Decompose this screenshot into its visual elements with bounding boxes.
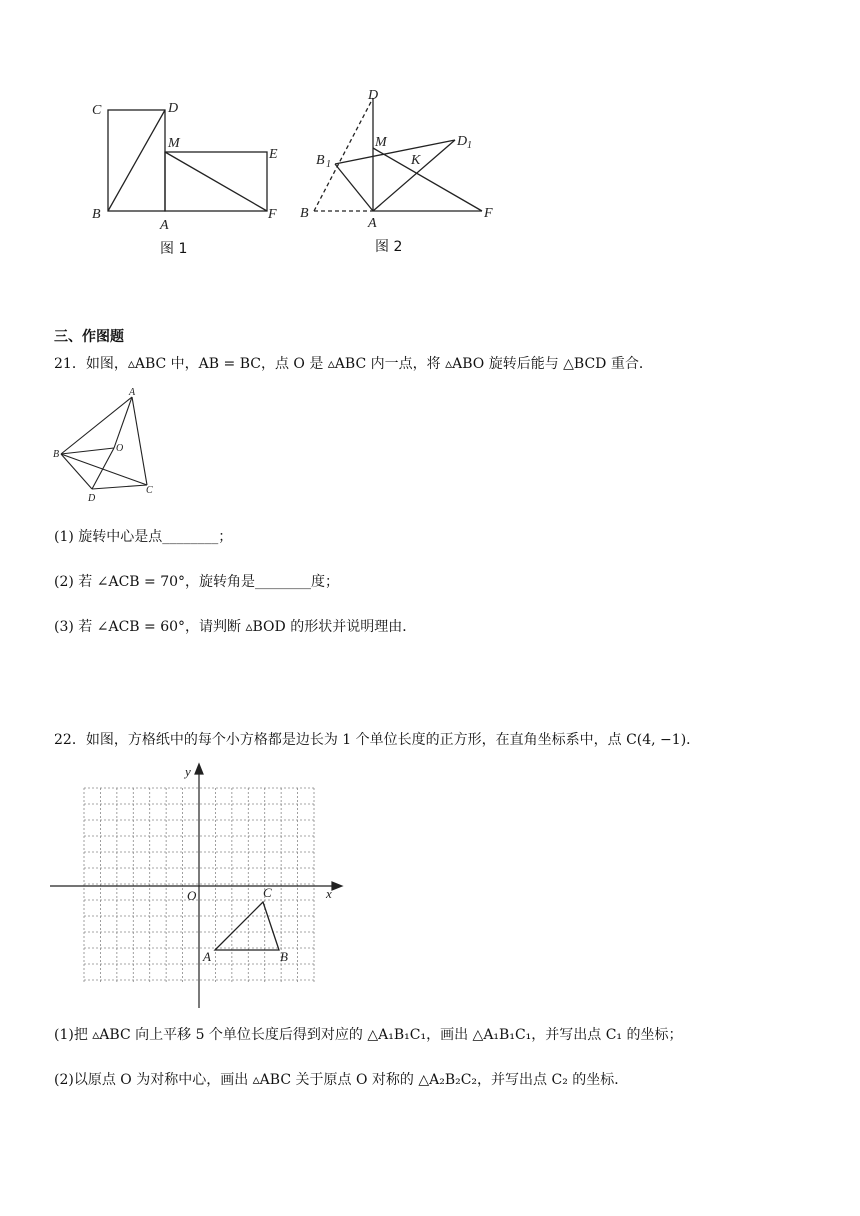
label-origin: O xyxy=(187,888,197,903)
label-b: B xyxy=(280,949,288,964)
segment-bc xyxy=(61,454,147,485)
segment-bd xyxy=(108,110,165,211)
q21-stem: 21．如图，▵ABC 中，AB = BC，点 O 是 ▵ABC 内一点，将 ▵ABO 旋转后能与 △BCD 重合． xyxy=(54,356,653,372)
label-b1: B xyxy=(316,153,325,168)
label-d1-subscript: 1 xyxy=(467,140,472,151)
figure-2-caption: 图 2 xyxy=(375,239,403,255)
label-b: B xyxy=(92,207,101,222)
label-d: D xyxy=(88,493,96,504)
segment-mf xyxy=(373,148,482,211)
label-m: M xyxy=(375,135,387,150)
label-y: y xyxy=(185,764,191,779)
segment-mf xyxy=(165,152,267,211)
segment-bo xyxy=(61,448,114,454)
label-c: C xyxy=(263,885,272,900)
label-f: F xyxy=(484,206,493,221)
label-c: C xyxy=(146,485,153,496)
label-b1-subscript: 1 xyxy=(326,159,331,170)
q22-part1: (1)把 ▵ABC 向上平移 5 个单位长度后得到对应的 △A₁B₁C₁，画出 △A₁B₁C₁，并写出点 C₁ 的坐标； xyxy=(54,1027,683,1043)
label-k: K xyxy=(411,153,421,168)
segment-b1a xyxy=(335,164,373,211)
figure-2 xyxy=(295,82,510,232)
y-axis-arrow xyxy=(195,764,203,774)
segment-ad1 xyxy=(373,140,455,211)
label-d: D xyxy=(368,88,379,103)
label-x: x xyxy=(326,886,332,901)
x-axis-arrow xyxy=(332,882,342,890)
label-a: A xyxy=(368,216,377,231)
label-b: B xyxy=(53,449,60,460)
q22-coordinate-grid xyxy=(50,760,350,1012)
segment-dc xyxy=(92,485,147,489)
label-m: M xyxy=(168,136,180,151)
label-a: A xyxy=(160,218,169,233)
q21-part2: (2) 若 ∠ACB = 70°，旋转角是________度； xyxy=(54,574,340,590)
label-d1: D xyxy=(457,134,468,149)
q21-part3: (3) 若 ∠ACB = 60°，请判断 ▵BOD 的形状并说明理由． xyxy=(54,619,417,635)
q22-part2: (2)以原点 O 为对称中心，画出 ▵ABC 关于原点 O 对称的 △A₂B₂C₂，并写出点 C₂ 的坐标． xyxy=(54,1072,629,1088)
figure-1 xyxy=(80,90,300,260)
section-title: 三、作图题 xyxy=(54,329,124,345)
label-d: D xyxy=(168,101,179,116)
label-c: C xyxy=(92,103,102,118)
label-b: B xyxy=(300,206,309,221)
triangle-abc xyxy=(215,902,279,950)
segment-ac xyxy=(132,397,147,485)
q21-figure xyxy=(50,385,165,505)
label-o: O xyxy=(116,443,124,454)
q22-stem: 22．如图，方格纸中的每个小方格都是边长为 1 个单位长度的正方形，在直角坐标系中，点 C(4, −1)． xyxy=(54,732,701,748)
label-f: F xyxy=(268,207,277,222)
label-a: A xyxy=(203,949,211,964)
segment-od xyxy=(92,448,114,489)
label-a: A xyxy=(129,387,136,398)
figure-1-caption: 图 1 xyxy=(160,241,188,257)
q21-part1: (1) 旋转中心是点________； xyxy=(54,529,233,545)
label-e: E xyxy=(269,147,278,162)
